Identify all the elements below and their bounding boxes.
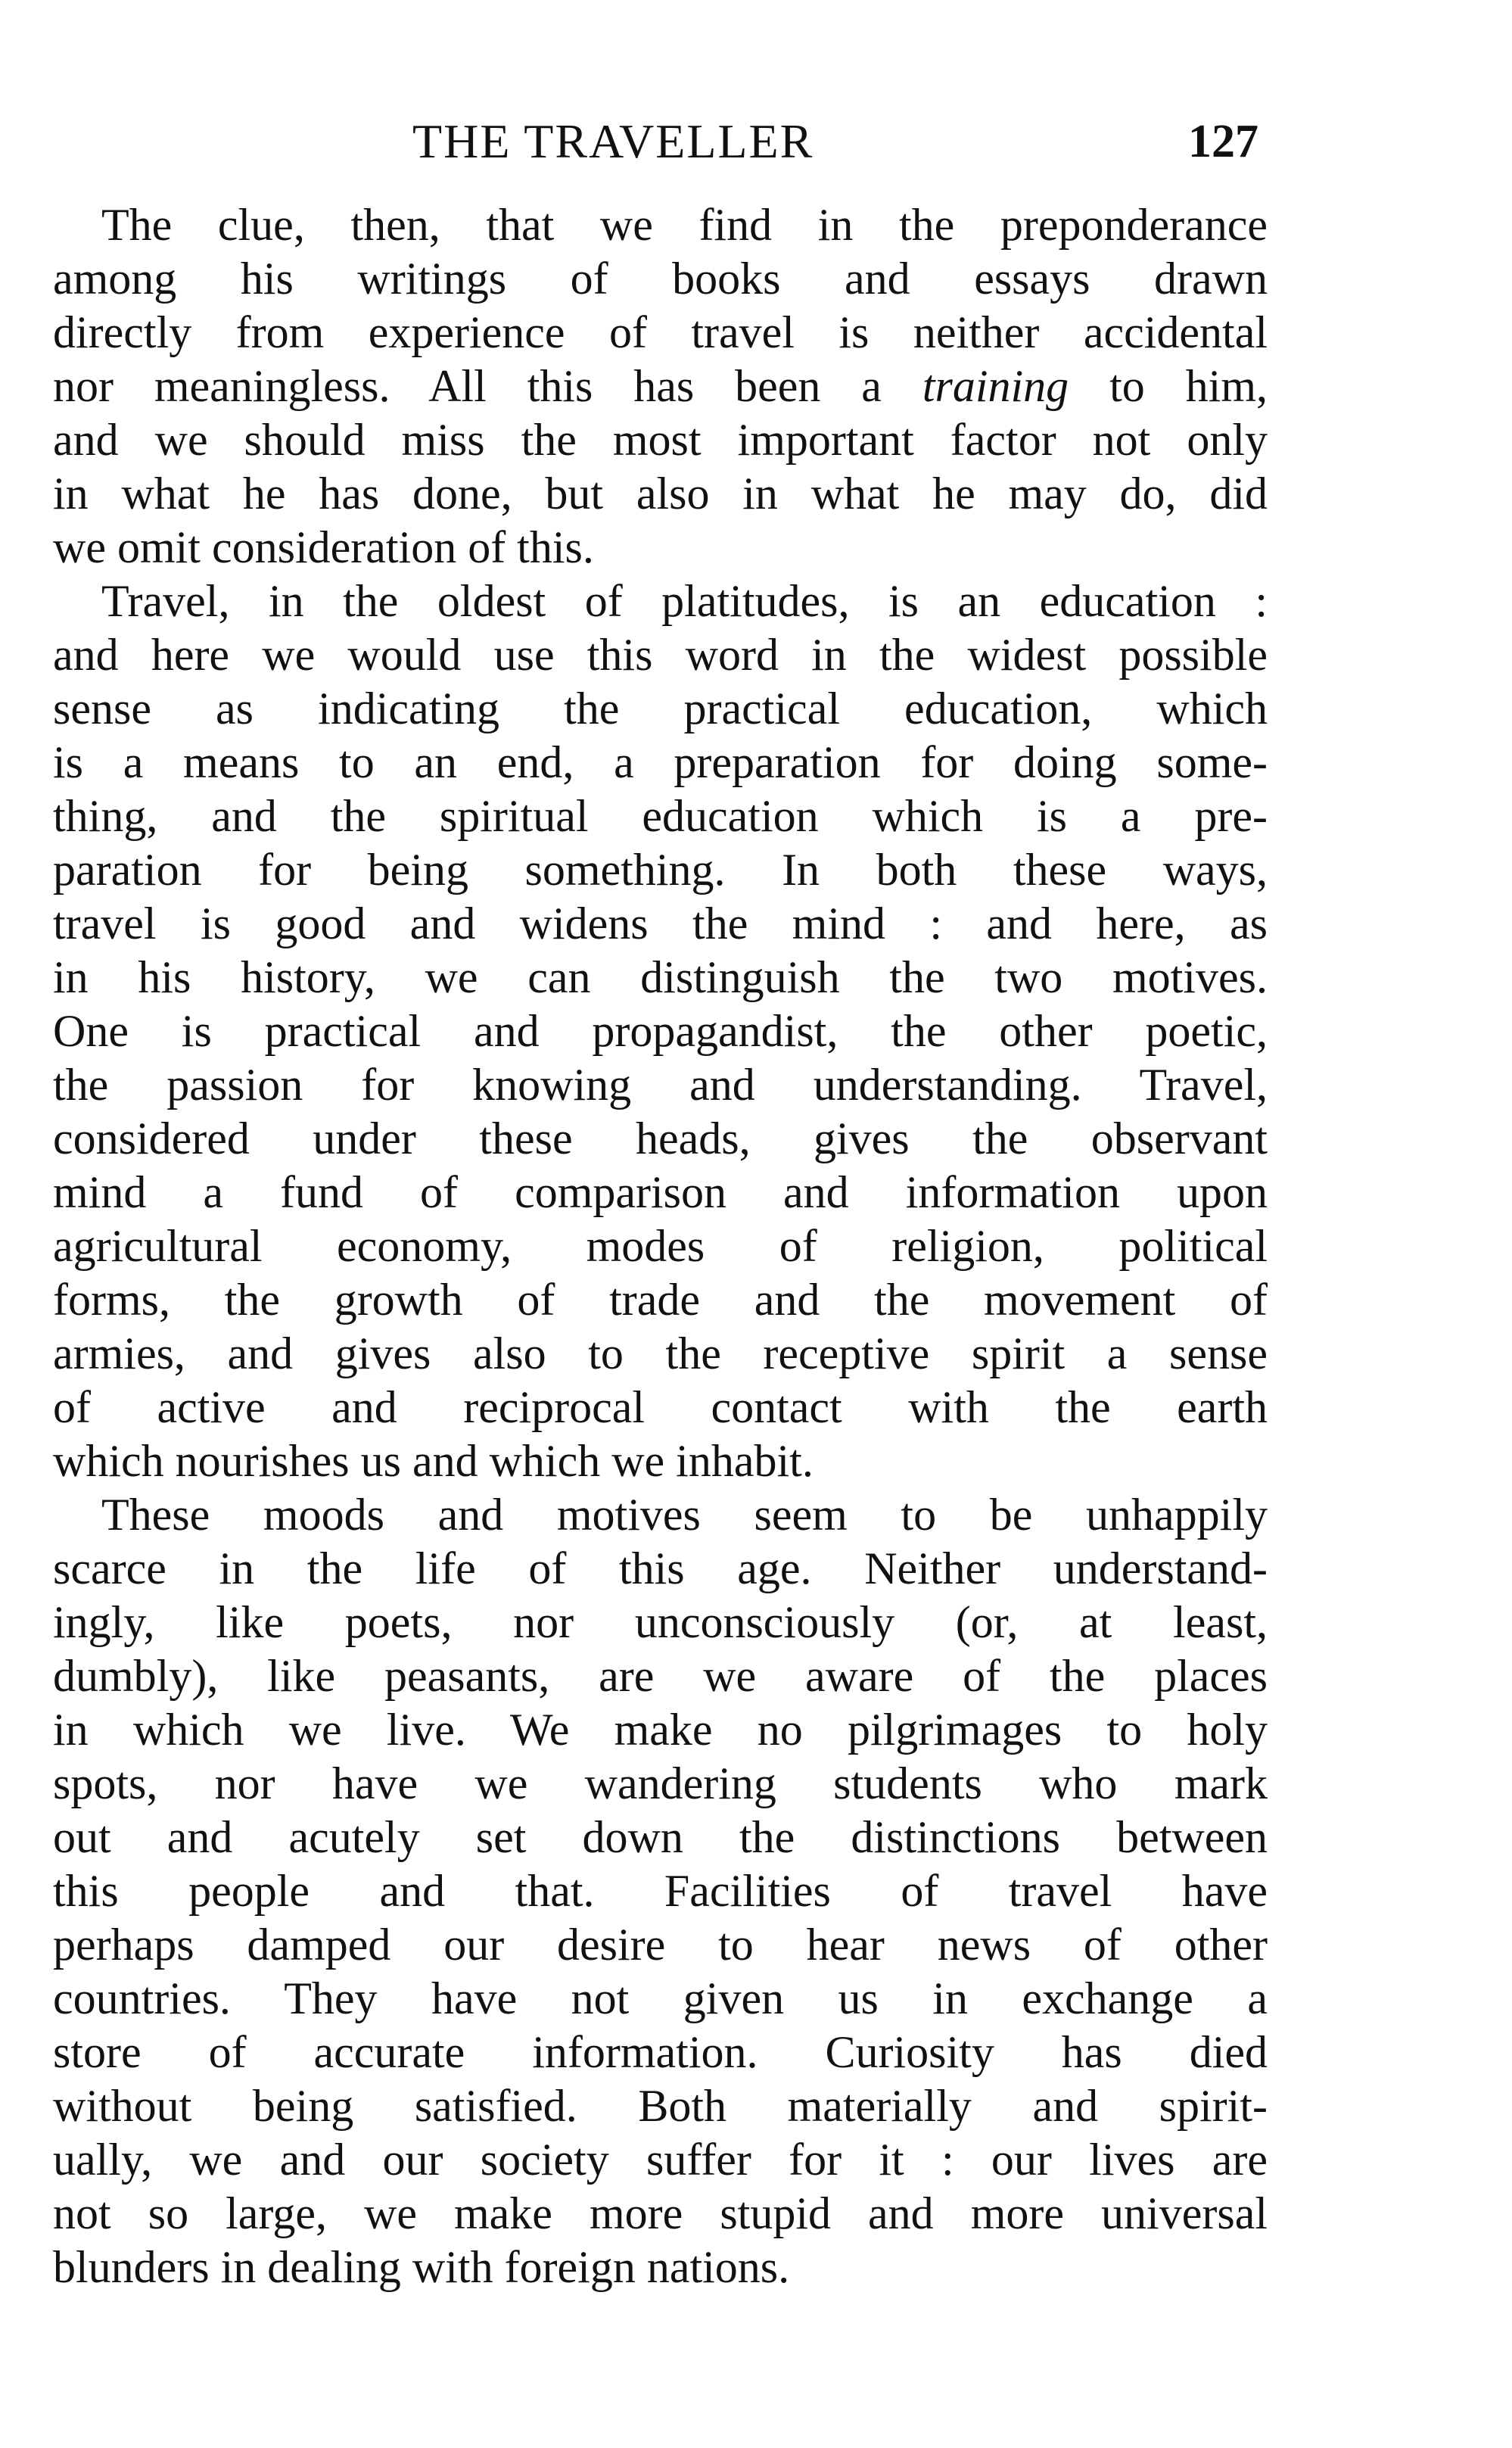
text-line: thing, and the spiritual education which is a pre- — [53, 791, 1268, 841]
text-line: The clue, then, that we find in the preponderance — [101, 200, 1268, 250]
text-line: These moods and motives seem to be unhappily — [101, 1490, 1268, 1540]
text-line: store of accurate information. Curiosity has died — [53, 2027, 1268, 2077]
text-line: among his writings of books and essays drawn — [53, 254, 1268, 304]
text-line: directly from experience of travel is neither accidental — [53, 307, 1268, 357]
text-line: forms, the growth of trade and the movement of — [53, 1275, 1268, 1325]
text-line: we omit consideration of this. — [53, 522, 594, 572]
text-line: out and acutely set down the distinctions between — [53, 1812, 1268, 1862]
text-line: not so large, we make more stupid and more universal — [53, 2188, 1268, 2238]
text-line: travel is good and widens the mind : and here, as — [53, 899, 1268, 948]
text-line: paration for being something. In both these ways, — [53, 845, 1268, 895]
text-line: and here we would use this word in the widest possible — [53, 630, 1268, 680]
text-line: without being satisfied. Both materially and spirit- — [53, 2081, 1268, 2131]
text-line: in his history, we can distinguish the two motives. — [53, 952, 1268, 1002]
page-number: 127 — [1188, 116, 1258, 167]
text-line: ingly, like poets, nor unconsciously (or, at least, — [53, 1597, 1268, 1647]
paragraph — [53, 198, 1268, 575]
body-text — [53, 198, 1268, 2294]
text-line: armies, and gives also to the receptive spirit a sense — [53, 1328, 1268, 1378]
italic-word: training — [922, 361, 1069, 411]
chapter-title: THE TRAVELLER — [412, 114, 814, 168]
text-line: in what he has done, but also in what he may do, did — [53, 469, 1268, 519]
text-line: which nourishes us and which we inhabit. — [53, 1436, 814, 1486]
text-segment: nor meaningless. All this has been a — [53, 361, 922, 411]
text-line: Travel, in the oldest of platitudes, is an education : — [101, 576, 1268, 626]
paragraph — [53, 1488, 1268, 2294]
text-line: and we should miss the most important factor not only — [53, 415, 1268, 465]
text-line: scarce in the life of this age. Neither understand- — [53, 1543, 1268, 1593]
running-head — [0, 114, 1512, 174]
text-line: considered under these heads, gives the observant — [53, 1113, 1268, 1163]
text-line: perhaps damped our desire to hear news of other — [53, 1920, 1268, 1970]
text-line: agricultural economy, modes of religion, political — [53, 1221, 1268, 1271]
paragraph — [53, 575, 1268, 1488]
text-line: blunders in dealing with foreign nations. — [53, 2242, 790, 2292]
text-line: in which we live. We make no pilgrimages to holy — [53, 1705, 1268, 1755]
text-line: One is practical and propagandist, the other poetic, — [53, 1006, 1268, 1056]
text-line: is a means to an end, a preparation for doing some- — [53, 737, 1268, 787]
text-line: dumbly), like peasants, are we aware of the places — [53, 1651, 1268, 1701]
text-line — [53, 360, 1268, 413]
text-segment: to him, — [1069, 361, 1268, 411]
text-line: ually, we and our society suffer for it : our lives are — [53, 2135, 1268, 2185]
text-line: spots, nor have we wandering students who mark — [53, 1758, 1268, 1808]
text-line: of active and reciprocal contact with the earth — [53, 1382, 1268, 1432]
text-line: sense as indicating the practical education, which — [53, 684, 1268, 733]
text-line: countries. They have not given us in exchange a — [53, 1973, 1268, 2023]
text-line: this people and that. Facilities of travel have — [53, 1866, 1268, 1916]
text-line: mind a fund of comparison and information upon — [53, 1167, 1268, 1217]
text-line: the passion for knowing and understanding. Travel, — [53, 1060, 1268, 1110]
